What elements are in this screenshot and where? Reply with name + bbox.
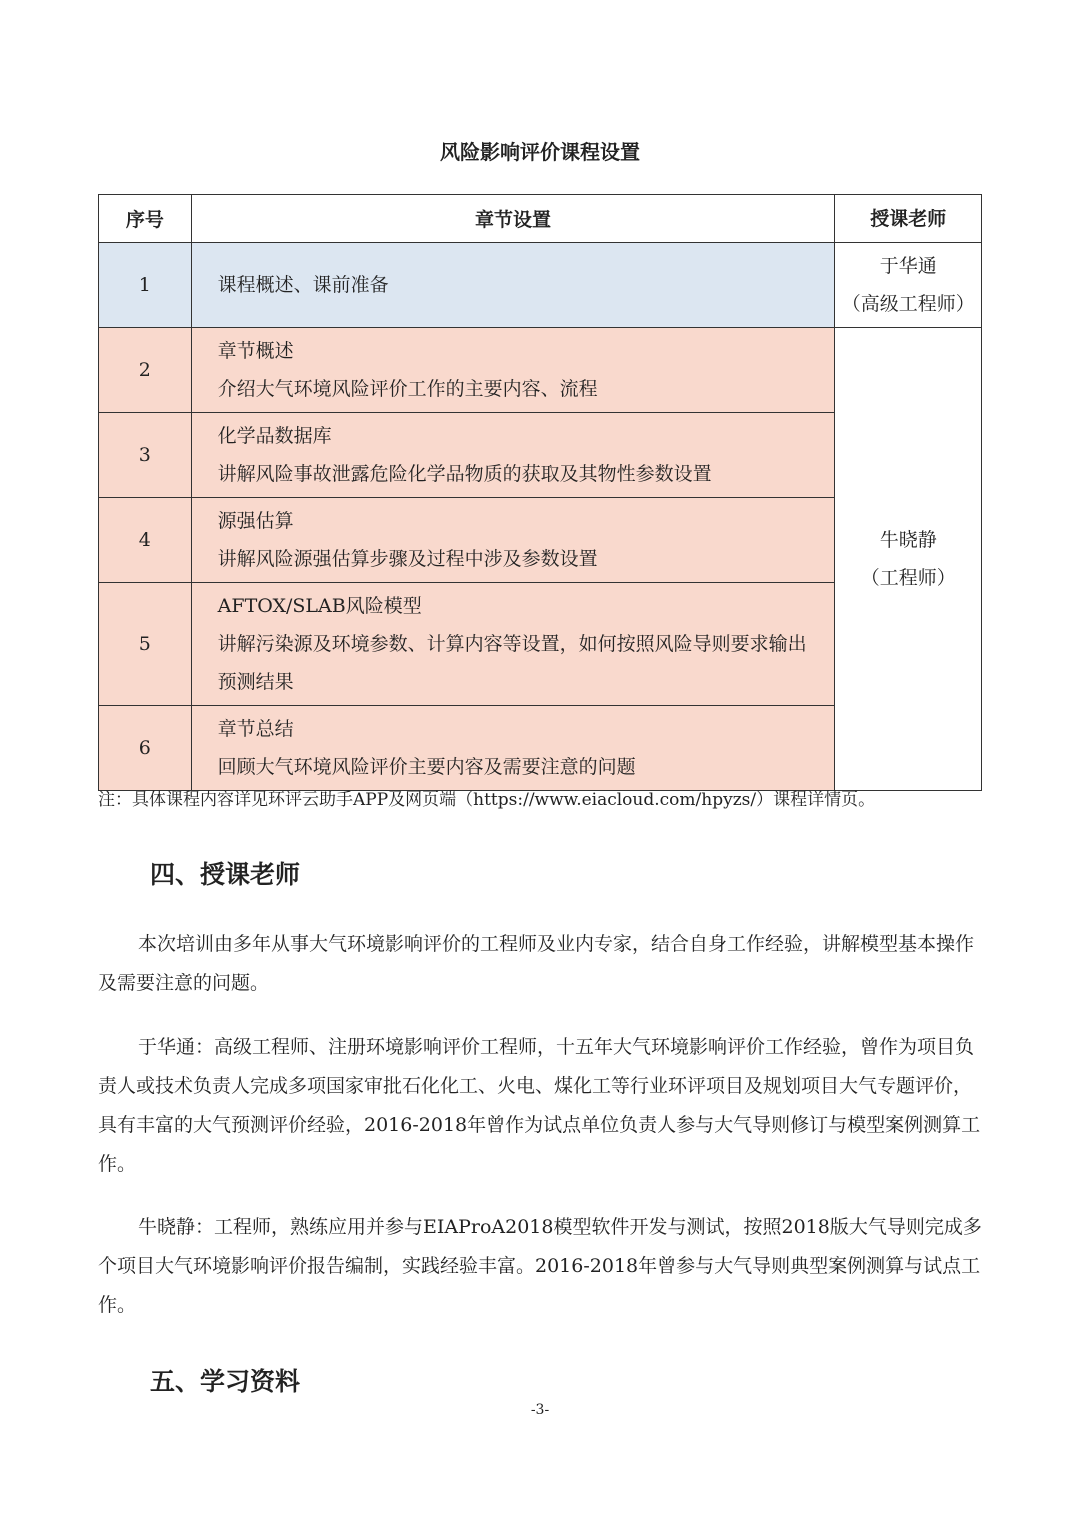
row-num: 3 [99,413,192,498]
chapter-title: 源强估算 [217,510,294,532]
row-chapter [191,498,835,583]
chapter-title: 化学品数据库 [217,425,332,447]
teacher-cell [835,243,982,328]
teacher-title: （工程师） [860,567,956,589]
chapter-title: AFTOX/SLAB风险模型 [217,595,422,617]
teacher-title: （高级工程师） [841,293,975,315]
bio-paragraph-niu: 牛晓静：工程师，熟练应用并参与EIAProA2018模型软件开发与测试，按照2018版大气导则完成多个项目大气环境影响评价报告编制，实践经验丰富。2016-2018年曾参与大气导则典型案例测算与试点工作。 [98,1216,982,1316]
chapter-desc: 介绍大气环境风险评价工作的主要内容、流程 [217,378,598,400]
chapter-desc: 讲解污染源及环境参数、计算内容等设置，如何按照风险导则要求输出预测结果 [217,633,807,693]
chapter-title: 课程概述、课前准备 [217,274,389,296]
teacher-name: 牛晓静 [879,529,937,551]
teacher-name: 于华通 [879,255,937,277]
row-chapter [191,243,835,328]
table-row [99,328,982,413]
table-row [99,243,982,328]
chapter-desc: 讲解风险源强估算步骤及过程中涉及参数设置 [217,548,598,570]
chapter-title: 章节总结 [217,718,294,740]
row-chapter [191,328,835,413]
page-number: -3- [530,1402,550,1418]
row-num: 5 [99,583,192,706]
teacher-cell [835,328,982,791]
header-teacher: 授课老师 [835,195,982,243]
intro-paragraph: 本次培训由多年从事大气环境影响评价的工程师及业内专家，结合自身工作经验，讲解模型基本操作及需要注意的问题。 [98,933,975,994]
row-num: 1 [99,243,192,328]
table-header-row [99,195,982,243]
header-chapter: 章节设置 [191,195,835,243]
row-num: 6 [99,706,192,791]
section-heading-teachers: 四、授课老师 [150,860,301,889]
row-chapter [191,583,835,706]
header-num: 序号 [99,195,192,243]
chapter-desc: 讲解风险事故泄露危险化学品物质的获取及其物性参数设置 [217,463,712,485]
bio-paragraph-yu: 于华通：高级工程师、注册环境影响评价工程师，十五年大气环境影响评价工作经验，曾作为项目负责人或技术负责人完成多项国家审批石化化工、火电、煤化工等行业环评项目及规划项目大气专题评价，具有丰富的大气预测评价经验，2016-2018年曾作为试点单位负责人参与大气导则修订与模型案例测算工作。 [98,1036,981,1175]
row-num: 4 [99,498,192,583]
table-title: 风险影响评价课程设置 [440,140,640,164]
section-heading-materials: 五、学习资料 [150,1367,301,1396]
chapter-title: 章节概述 [217,340,294,362]
row-num: 2 [99,328,192,413]
row-chapter [191,706,835,791]
table-note: 注：具体课程内容详见环评云助手APP及网页端（https://www.eiacloud.com/hpyzs/）课程详情页。 [98,790,876,810]
chapter-desc: 回顾大气环境风险评价主要内容及需要注意的问题 [217,756,636,778]
course-table [98,194,982,791]
row-chapter [191,413,835,498]
